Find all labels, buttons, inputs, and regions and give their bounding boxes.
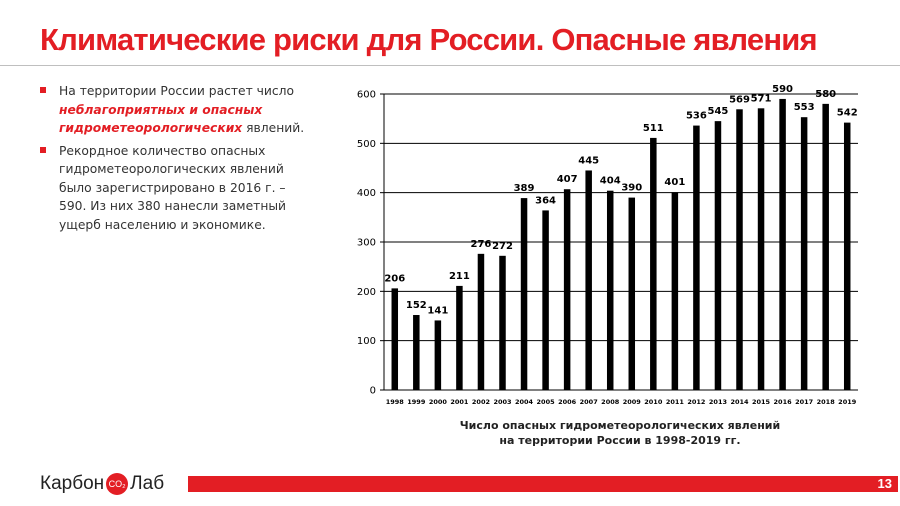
data-label: 206 bbox=[384, 273, 406, 285]
chart-caption-line: Число опасных гидрометеорологических явлений bbox=[459, 419, 781, 432]
data-label: 152 bbox=[405, 300, 427, 312]
y-tick-label: 0 bbox=[369, 385, 376, 397]
data-label: 389 bbox=[513, 183, 535, 195]
data-label: 553 bbox=[793, 102, 815, 114]
data-label: 404 bbox=[599, 175, 621, 187]
y-tick-label: 400 bbox=[356, 188, 376, 200]
bullet-text: явлений. bbox=[242, 121, 305, 135]
x-tick-label: 2016 bbox=[773, 398, 792, 406]
chart-bar bbox=[779, 99, 786, 390]
x-tick-label: 2010 bbox=[644, 398, 663, 406]
chart-bar bbox=[758, 108, 765, 390]
x-tick-label: 2005 bbox=[536, 398, 555, 406]
y-tick-label: 200 bbox=[356, 286, 376, 298]
chart-bar bbox=[585, 170, 592, 390]
x-tick-label: 2017 bbox=[795, 398, 814, 406]
chart-bar bbox=[822, 104, 829, 390]
x-tick-label: 2019 bbox=[838, 398, 857, 406]
x-tick-label: 1998 bbox=[385, 398, 404, 406]
x-tick-label: 2007 bbox=[579, 398, 598, 406]
title-divider bbox=[0, 65, 900, 66]
x-tick-label: 2003 bbox=[493, 398, 512, 406]
x-tick-label: 2008 bbox=[601, 398, 620, 406]
data-label: 511 bbox=[642, 122, 664, 134]
chart-bar bbox=[392, 288, 399, 390]
chart-bar bbox=[564, 189, 571, 390]
chart-bar bbox=[607, 191, 614, 390]
chart-bar bbox=[844, 123, 851, 390]
data-label: 272 bbox=[492, 240, 513, 252]
data-label: 590 bbox=[772, 83, 794, 95]
data-label: 276 bbox=[470, 238, 492, 250]
chart-bar bbox=[715, 121, 722, 390]
data-label: 569 bbox=[729, 94, 750, 106]
y-tick-label: 500 bbox=[356, 138, 376, 150]
x-tick-label: 2015 bbox=[751, 398, 771, 406]
chart-bar bbox=[521, 198, 528, 390]
chart-bar bbox=[693, 126, 700, 390]
chart-bar bbox=[413, 315, 420, 390]
x-tick-label: 2009 bbox=[622, 398, 641, 406]
chart-caption bbox=[420, 418, 820, 448]
chart-bar bbox=[456, 286, 463, 390]
company-logo bbox=[40, 471, 164, 497]
x-tick-label: 2012 bbox=[687, 398, 706, 406]
chart-bar bbox=[650, 138, 657, 390]
data-label: 390 bbox=[621, 182, 643, 194]
logo-text: Лаб bbox=[130, 473, 165, 494]
x-tick-label: 1999 bbox=[407, 398, 426, 406]
footer-bar bbox=[188, 476, 898, 492]
data-label: 542 bbox=[836, 107, 858, 119]
bullet-list bbox=[38, 82, 308, 238]
data-label: 445 bbox=[578, 155, 600, 167]
x-tick-label: 2014 bbox=[730, 398, 749, 406]
data-label: 211 bbox=[448, 270, 470, 282]
chart-bar bbox=[672, 192, 679, 390]
x-tick-label: 2011 bbox=[665, 398, 684, 406]
chart-bar bbox=[499, 256, 506, 390]
bullet-item bbox=[38, 82, 308, 138]
page-number: 13 bbox=[877, 476, 892, 491]
data-label: 407 bbox=[556, 174, 578, 186]
bullet-item bbox=[38, 142, 308, 235]
x-tick-label: 2018 bbox=[816, 398, 835, 406]
x-tick-label: 2006 bbox=[558, 398, 577, 406]
data-label: 364 bbox=[535, 195, 557, 207]
chart-caption-line: на территории России в 1998-2019 гг. bbox=[499, 434, 741, 447]
x-tick-label: 2001 bbox=[450, 398, 469, 406]
bullet-highlight: неблагоприятных и опасных гидрометеорологических bbox=[59, 102, 263, 135]
data-label: 141 bbox=[427, 305, 449, 317]
x-tick-label: 2000 bbox=[428, 398, 447, 406]
chart-bar bbox=[542, 210, 549, 390]
data-label: 571 bbox=[750, 93, 772, 105]
chart-bar bbox=[801, 117, 808, 390]
x-tick-label: 2004 bbox=[514, 398, 534, 406]
data-label: 580 bbox=[815, 88, 837, 100]
data-label: 401 bbox=[664, 177, 686, 189]
page-title: Климатические риски для России. Опасные явления bbox=[40, 22, 817, 57]
y-tick-label: 100 bbox=[356, 336, 376, 348]
x-tick-label: 2002 bbox=[471, 398, 491, 406]
bullet-text: На территории России растет число bbox=[59, 84, 295, 98]
bullet-marker-icon bbox=[40, 87, 46, 93]
data-label: 545 bbox=[707, 106, 729, 118]
bullet-marker-icon bbox=[40, 147, 46, 153]
chart-bar bbox=[478, 254, 485, 390]
bullet-text: Рекордное количество опасных гидрометеорологических явлений было зарегистрировано в 2016 г. – 590. Из них 380 нанесли заметный ущерб населению и экономике. bbox=[59, 143, 287, 232]
chart-bar bbox=[629, 198, 636, 390]
data-label: 536 bbox=[685, 110, 707, 122]
logo-text: Карбон bbox=[40, 473, 105, 494]
y-tick-label: 600 bbox=[356, 89, 376, 101]
x-tick-label: 2013 bbox=[708, 398, 728, 406]
chart-bar bbox=[736, 109, 743, 390]
y-tick-label: 300 bbox=[356, 237, 376, 249]
bar-chart bbox=[340, 80, 870, 410]
co2-badge-icon: CO₂ bbox=[106, 473, 128, 495]
chart-bar bbox=[435, 320, 442, 390]
